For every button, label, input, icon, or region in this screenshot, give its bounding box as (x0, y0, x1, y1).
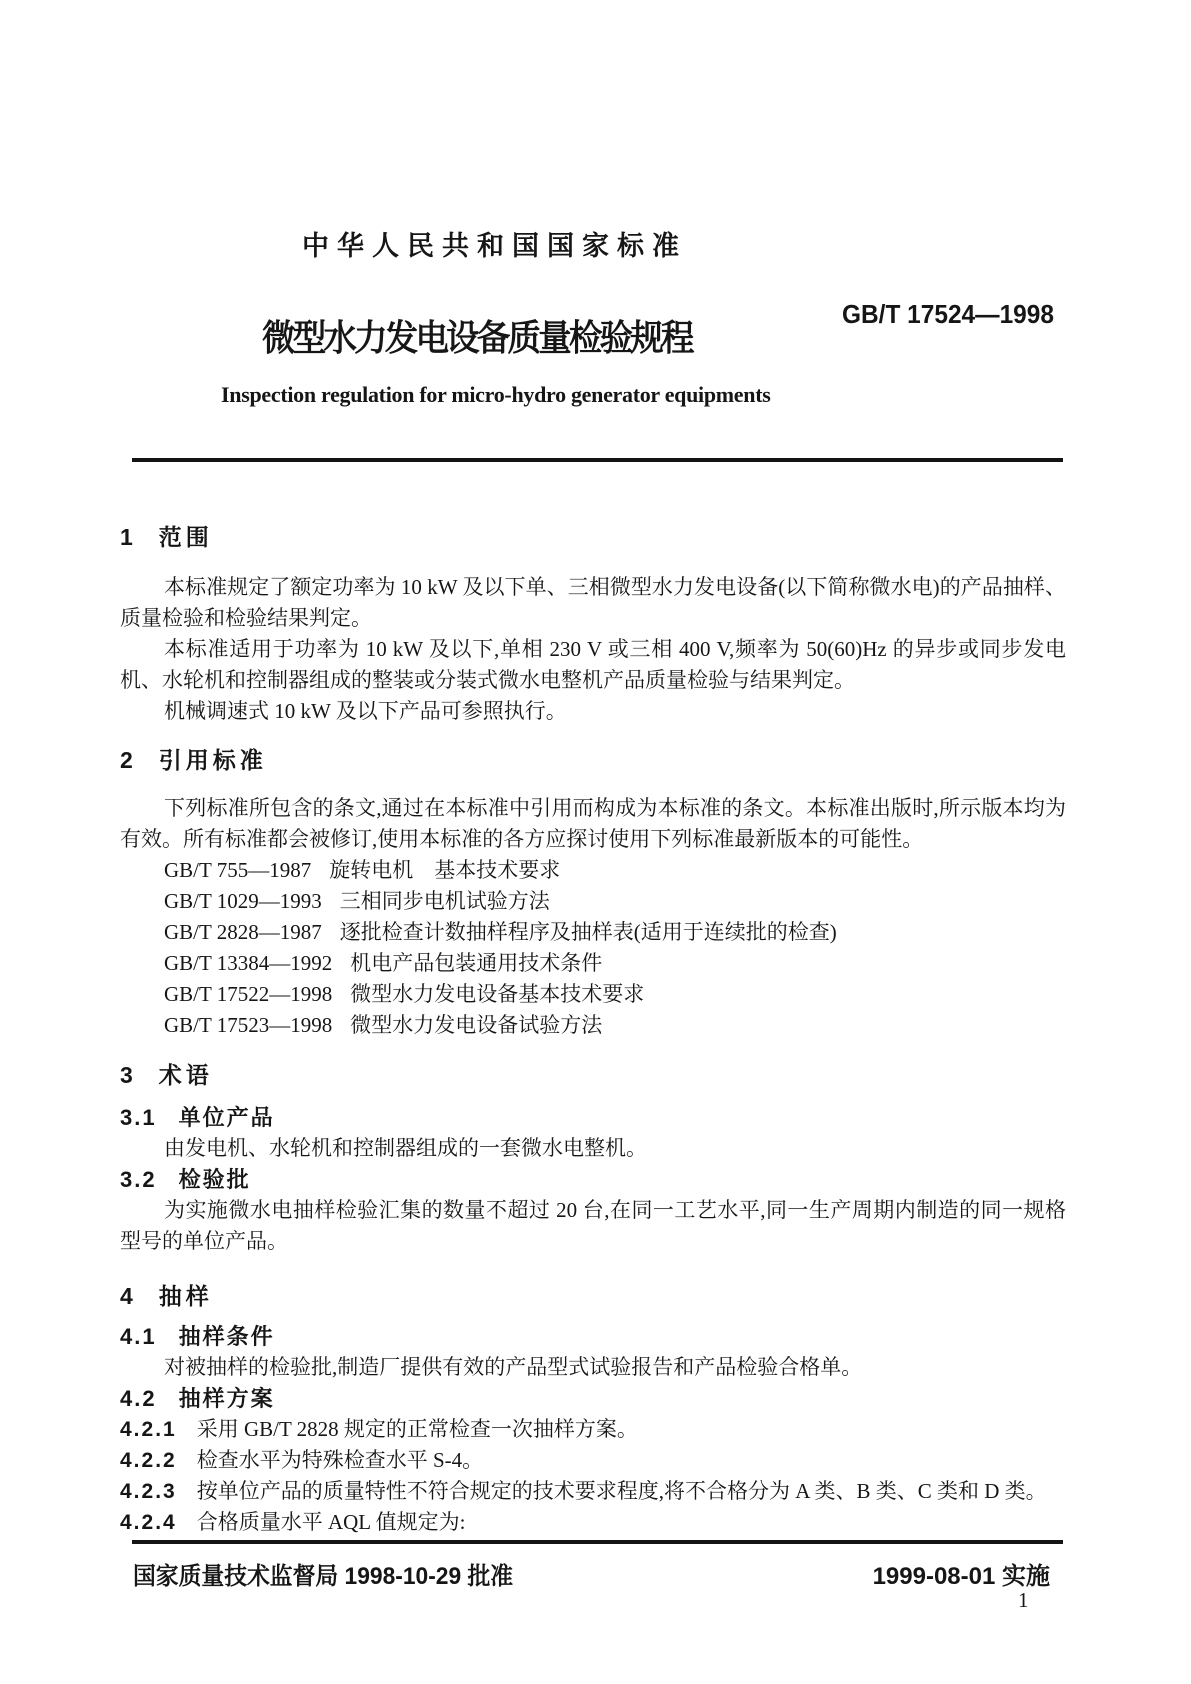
reference-code: GB/T 1029—1993 (164, 889, 322, 913)
clause-text: 按单位产品的质量特性不符合规定的技术要求程度,将不合格分为 A 类、B 类、C 类和 D 类。 (196, 1479, 1047, 1503)
clause-text: 采用 GB/T 2828 规定的正常检查一次抽样方案。 (196, 1417, 638, 1441)
section-heading-1 (120, 520, 1066, 554)
clause-number: 4.2.1 (120, 1418, 177, 1441)
section-number: 3 (120, 1062, 133, 1088)
reference-item (120, 917, 1066, 948)
paragraph: 本标准适用于功率为 10 kW 及以下,单相 230 V 或三相 400 V,频率为 50(60)Hz 的异步或同步发电机、水轮机和控制器组成的整装或分装式微水电整机产品质量检验与结果判定。 (120, 637, 1066, 692)
reference-item (120, 855, 1066, 886)
subsection-title: 抽样条件 (178, 1324, 275, 1349)
subsection-title: 检验批 (178, 1167, 251, 1192)
reference-code: GB/T 755—1987 (164, 858, 312, 882)
approval-authority-line: 国家质量技术监督局 1998-10-29 批准 (133, 1563, 514, 1590)
reference-code: GB/T 17523—1998 (164, 1013, 333, 1037)
section-title: 引用标准 (158, 747, 267, 773)
paragraph: 机械调速式 10 kW 及以下产品可参照执行。 (164, 699, 567, 723)
reference-title: 三相同步电机试验方法 (339, 889, 550, 913)
subsection-number: 3.2 (120, 1167, 157, 1192)
clause-text: 检查水平为特殊检查水平 S-4。 (196, 1448, 484, 1472)
section-title: 抽样 (158, 1283, 213, 1309)
reference-title: 机电产品包装通用技术条件 (350, 951, 603, 975)
reference-title: 旋转电机 基本技术要求 (329, 858, 561, 882)
paragraph: 本标准规定了额定功率为 10 kW 及以下单、三相微型水力发电设备(以下简称微水电)的产品抽样、质量检验和检验结果判定。 (120, 575, 1066, 630)
section-number: 2 (120, 747, 133, 773)
section-number: 4 (120, 1283, 133, 1309)
clause-4-2-3 (120, 1476, 1066, 1507)
header-rule (132, 458, 1063, 462)
section-title: 术语 (158, 1062, 213, 1088)
paragraph: 为实施微水电抽样检验汇集的数量不超过 20 台,在同一工艺水平,同一生产周期内制造的同一规格型号的单位产品。 (120, 1198, 1066, 1253)
clause-text: 合格质量水平 AQL 值规定为: (196, 1510, 466, 1534)
page-number: 1 (1018, 1588, 1029, 1612)
clause-number: 4.2.2 (120, 1449, 177, 1472)
subsection-number: 3.1 (120, 1105, 157, 1130)
subsection-heading-3-1 (120, 1102, 1066, 1133)
section-heading-2 (120, 743, 1066, 777)
reference-list (120, 855, 1066, 1041)
reference-code: GB/T 2828—1987 (164, 920, 322, 944)
document-title-zh: 微型水力发电设备质量检验规程 (262, 317, 692, 358)
standard-code: GB/T 17524—1998 (842, 299, 1054, 329)
paragraph: 对被抽样的检验批,制造厂提供有效的产品型式试验报告和产品检验合格单。 (164, 1355, 863, 1379)
clause-4-2-2 (120, 1445, 1066, 1476)
reference-code: GB/T 13384—1992 (164, 951, 333, 975)
footer-rule (132, 1540, 1063, 1544)
reference-item (120, 948, 1066, 979)
reference-title: 逐批检查计数抽样程序及抽样表(适用于连续批的检查) (339, 920, 837, 944)
subsection-title: 单位产品 (178, 1105, 275, 1130)
implementation-date-line: 1999-08-01 实施 (872, 1563, 1050, 1590)
subsection-heading-4-2 (120, 1383, 1066, 1414)
document-body (120, 514, 1066, 1538)
document-title-en: Inspection regulation for micro-hydro generator equipments (221, 382, 771, 407)
section-heading-3 (120, 1058, 1066, 1092)
reference-code: GB/T 17522—1998 (164, 982, 333, 1006)
paragraph: 下列标准所包含的条文,通过在本标准中引用而构成为本标准的条文。本标准出版时,所示版本均为有效。所有标准都会被修订,使用本标准的各方应探讨使用下列标准最新版本的可能性。 (120, 796, 1066, 851)
clause-4-2-1 (120, 1414, 1066, 1445)
subsection-number: 4.2 (120, 1386, 157, 1411)
section-number: 1 (120, 524, 133, 550)
clause-number: 4.2.3 (120, 1480, 177, 1503)
reference-item (120, 979, 1066, 1010)
reference-title: 微型水力发电设备试验方法 (350, 1013, 603, 1037)
reference-item (120, 1010, 1066, 1041)
reference-item (120, 886, 1066, 917)
national-standard-label: 中华人民共和国国家标准 (302, 231, 687, 261)
clause-4-2-4 (120, 1507, 1066, 1538)
reference-title: 微型水力发电设备基本技术要求 (350, 982, 645, 1006)
subsection-title: 抽样方案 (178, 1386, 275, 1411)
section-title: 范围 (158, 524, 213, 550)
subsection-heading-3-2 (120, 1164, 1066, 1195)
subsection-heading-4-1 (120, 1321, 1066, 1352)
paragraph: 由发电机、水轮机和控制器组成的一套微水电整机。 (164, 1136, 647, 1160)
subsection-number: 4.1 (120, 1324, 157, 1349)
section-heading-4 (120, 1279, 1066, 1313)
clause-number: 4.2.4 (120, 1511, 177, 1534)
